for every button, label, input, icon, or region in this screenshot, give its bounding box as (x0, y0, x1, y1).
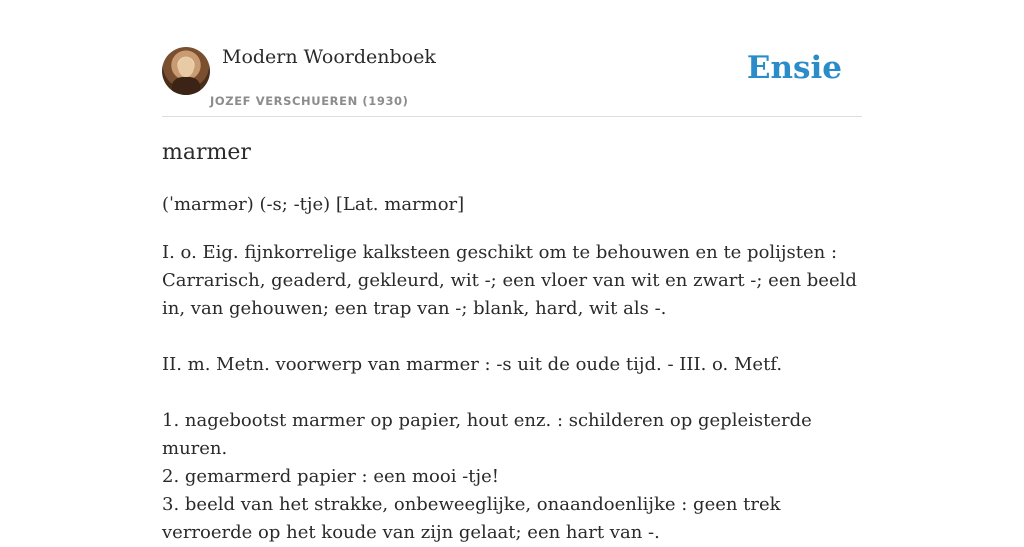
author-avatar[interactable] (162, 47, 210, 95)
definition-paragraph-2: II. m. Metn. voorwerp van marmer : -s uit de oude tijd. - III. o. Metf. (162, 354, 783, 375)
page-container (162, 0, 862, 543)
definition-item-1: 1. nagebootst marmer op papier, hout enz. : schilderen op gepleisterde muren. (162, 410, 812, 459)
ensie-logo[interactable]: Ensie (746, 50, 842, 86)
dictionary-header (162, 0, 862, 117)
avatar-face (178, 57, 194, 77)
definition-item-3: 3. beeld van het strakke, onbeweeglijke, onaandoenlijke : geen trek verroerde op het koude van zijn gelaat; een hart van -. (162, 494, 781, 543)
definition-paragraph-1: I. o. Eig. fijnkorrelige kalksteen geschikt om te behouwen en te polijsten : Carrarisch, geaderd, gekleurd, wit -; een vloer van wit en zwart -; een beeld in, van gehouwen; een trap van -; blank, hard, wit als -. (162, 242, 857, 319)
definition-item-2: 2. gemarmerd papier : een mooi -tje! (162, 466, 499, 487)
avatar-coat (172, 77, 200, 95)
entry-pronunciation: (ˈmarmər) (-s; -tje) [Lat. marmor] (162, 194, 465, 215)
entry-headword: marmer (162, 140, 251, 165)
definition-numbered-list (162, 407, 862, 547)
dictionary-author: JOZEF VERSCHUEREN (1930) (210, 94, 409, 108)
dictionary-title[interactable]: Modern Woordenboek (222, 46, 436, 68)
